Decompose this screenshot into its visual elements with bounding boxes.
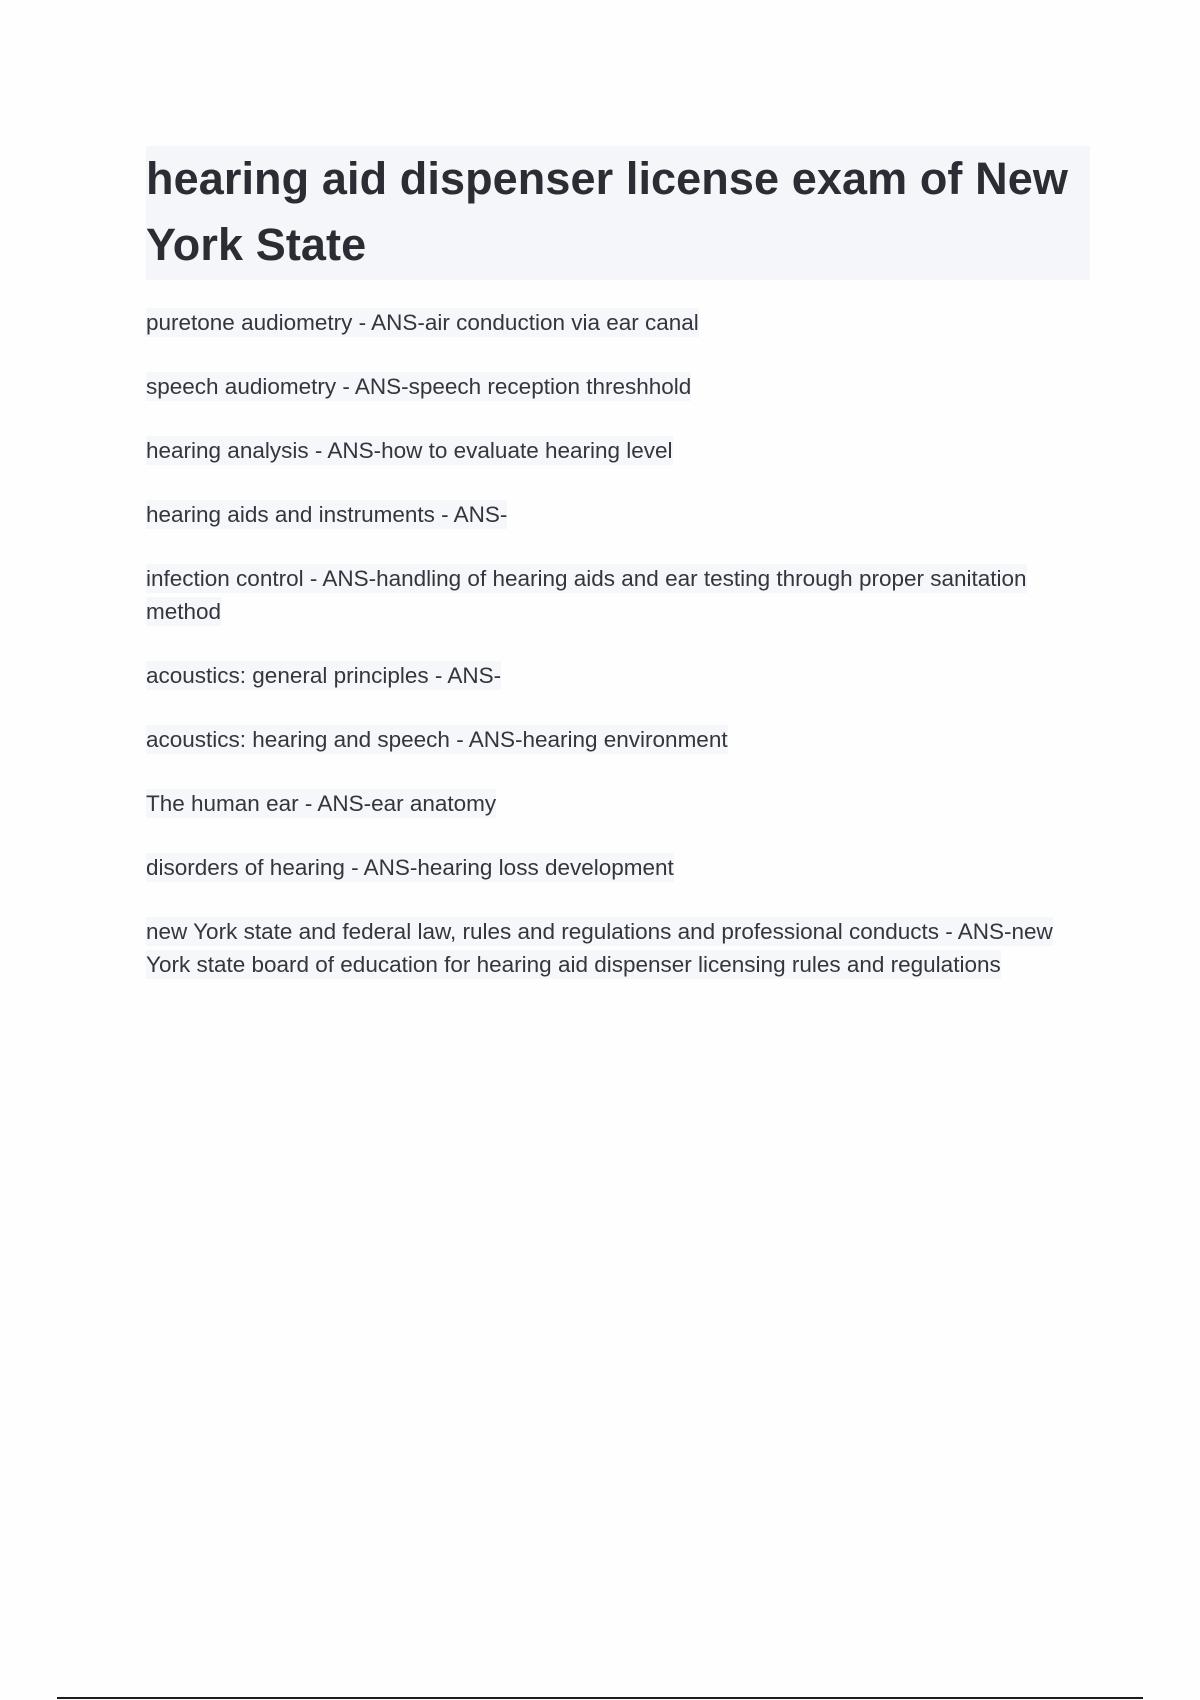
entry-text: disorders of hearing - ANS-hearing loss development [146, 855, 674, 880]
title-block [146, 146, 1090, 280]
entry-text: speech audiometry - ANS-speech reception threshhold [146, 374, 692, 399]
entry-text: acoustics: hearing and speech - ANS-hearing environment [146, 727, 728, 752]
list-item [146, 659, 1076, 692]
entry-text: hearing aids and instruments - ANS- [146, 502, 508, 527]
list-item [146, 370, 1076, 403]
entry-text: hearing analysis - ANS-how to evaluate hearing level [146, 438, 673, 463]
list-item [146, 787, 1076, 820]
list-item [146, 306, 1076, 339]
entry-text: The human ear - ANS-ear anatomy [146, 791, 497, 816]
page-bottom-divider [57, 1697, 1143, 1699]
entry-text: new York state and federal law, rules and regulations and professional conducts - ANS-new York state board of education for hearing aid dispenser licensing rules and regulations [146, 919, 1053, 977]
document-title: hearing aid dispenser license exam of New York State [146, 153, 1068, 270]
entry-text: infection control - ANS-handling of hearing aids and ear testing through proper sanitation method [146, 566, 1027, 624]
list-item [146, 498, 1076, 531]
list-item [146, 434, 1076, 467]
list-item [146, 562, 1076, 628]
list-item [146, 915, 1076, 981]
entry-text: acoustics: general principles - ANS- [146, 663, 502, 688]
list-item [146, 723, 1076, 756]
entry-text: puretone audiometry - ANS-air conduction via ear canal [146, 310, 699, 335]
list-item [146, 851, 1076, 884]
entry-list [146, 306, 1076, 1012]
